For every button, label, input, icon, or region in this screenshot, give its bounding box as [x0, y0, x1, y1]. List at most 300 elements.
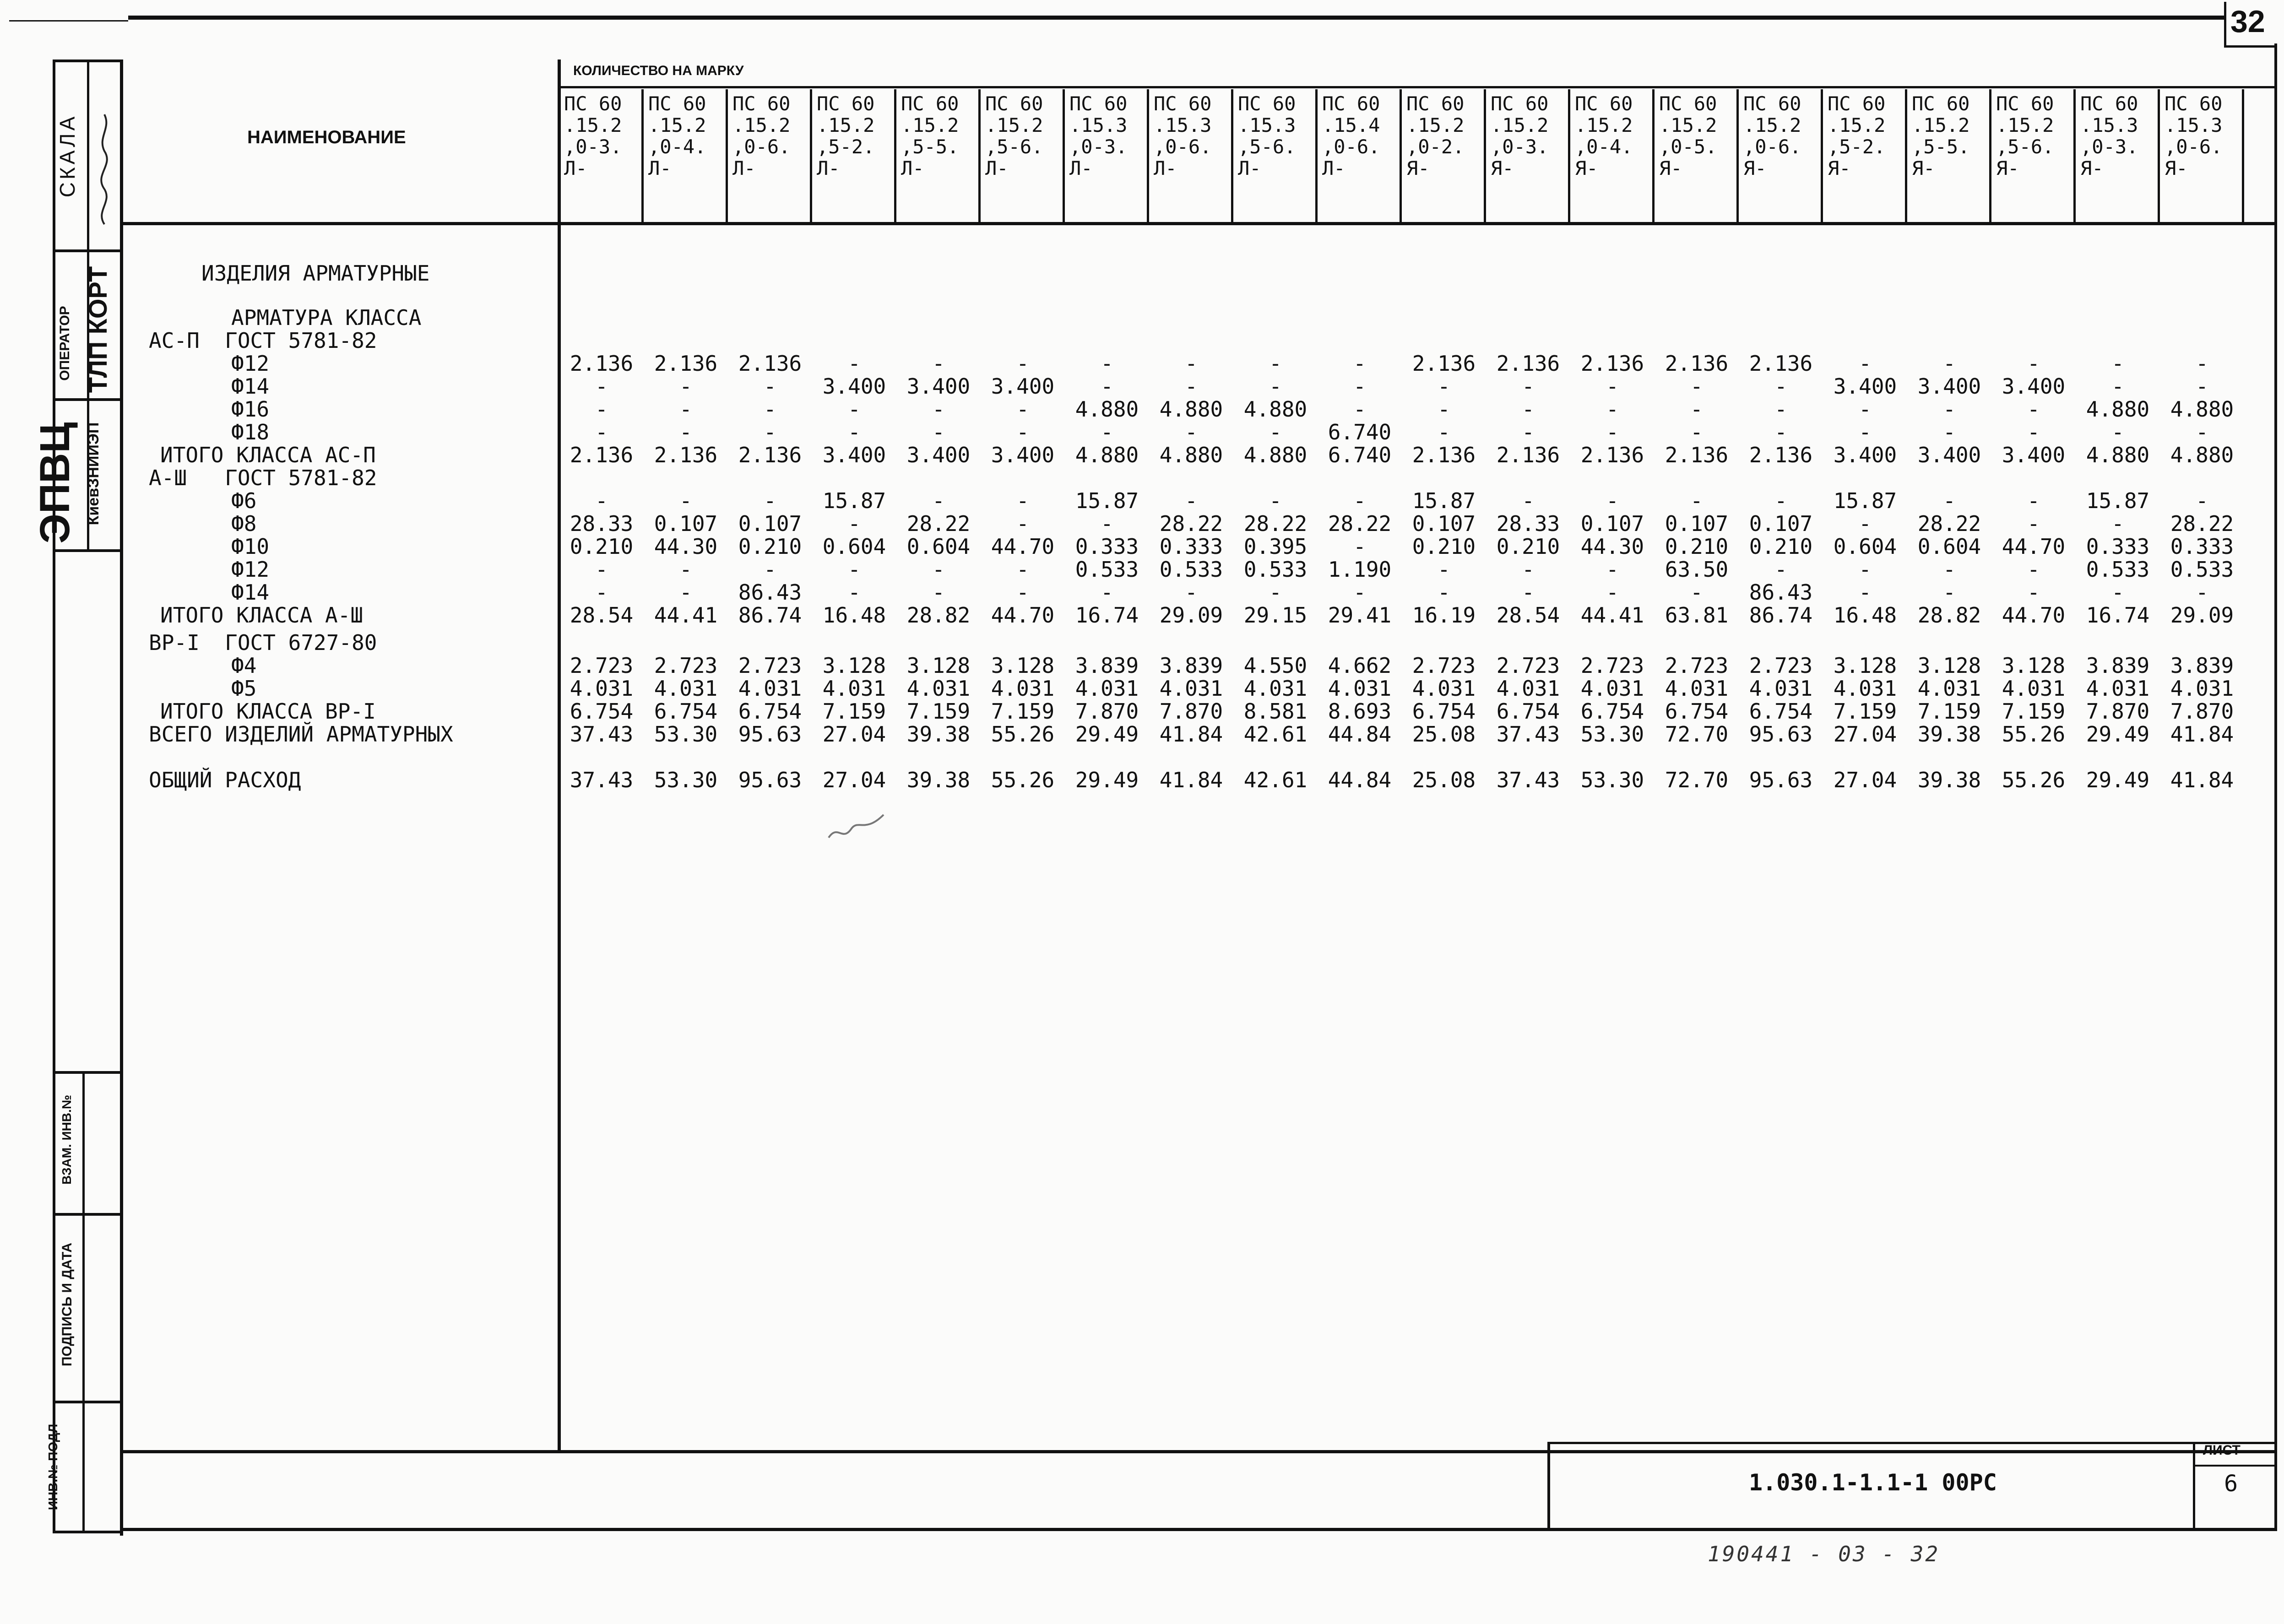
table-cell: - [1690, 374, 1703, 399]
table-cell: 2.136 [738, 351, 802, 376]
table-cell: 3.400 [1917, 374, 1981, 399]
table-cell: 3.128 [822, 653, 886, 678]
table-cell: 86.43 [1749, 580, 1813, 605]
table-cell: - [1438, 580, 1450, 605]
sheet-number: 6 [2224, 1470, 2238, 1497]
table-cell: 7.870 [1075, 699, 1139, 724]
table-cell: - [1101, 511, 1113, 536]
table-cell: 4.662 [1328, 653, 1392, 678]
column-header: ПС 60 .15.2 ,0-2. Я- [1402, 89, 1486, 222]
table-cell: 7.159 [1833, 699, 1897, 724]
column-header: ПС 60 .15.2 ,0-4. Л- [644, 89, 728, 222]
table-cell: - [1016, 557, 1029, 582]
table-cell: 53.30 [1580, 768, 1644, 792]
table-cell: 3.839 [1075, 653, 1139, 678]
table-cell: 3.400 [822, 443, 886, 467]
table-cell: 2.723 [570, 653, 634, 678]
table-cell: 2.723 [738, 653, 802, 678]
table-cell: - [1859, 557, 1872, 582]
table-cell: 4.880 [1075, 443, 1139, 467]
table-cell: - [1774, 557, 1787, 582]
page-number: 32 [2230, 4, 2265, 39]
stamp-scale-label: СКАЛА [55, 114, 79, 198]
stamp-divider-vertical-2 [82, 1071, 85, 1531]
table-cell: - [2027, 420, 2040, 444]
table-cell: 16.48 [822, 603, 886, 628]
column-header: ПС 60 .15.3 ,5-6. Л- [1233, 89, 1318, 222]
table-cell: 0.210 [570, 534, 634, 559]
table-cell: 2.723 [1580, 653, 1644, 678]
table-cell: - [932, 557, 945, 582]
table-cell: 2.136 [654, 351, 718, 376]
table-cell: 2.136 [1749, 443, 1813, 467]
table-cell: 0.107 [1580, 511, 1644, 536]
table-cell: 28.54 [1496, 603, 1560, 628]
table-cell: - [932, 397, 945, 422]
table-cell: 16.74 [1075, 603, 1139, 628]
table-cell: - [1522, 580, 1535, 605]
table-cell: - [764, 488, 776, 513]
table-cell: 41.84 [2170, 768, 2234, 792]
table-cell: 15.87 [1075, 488, 1139, 513]
column-header: ПС 60 .15.2 ,0-6. Я- [1739, 89, 1823, 222]
table-cell: 55.26 [2002, 768, 2066, 792]
table-cell: 28.22 [1243, 511, 1307, 536]
table-cell: 2.136 [654, 443, 718, 467]
table-cell: 0.107 [1749, 511, 1813, 536]
doc-code: 1.030.1-1.1-1 00РС [1749, 1469, 1997, 1496]
table-cell: 16.48 [1833, 603, 1897, 628]
table-cell: - [1943, 580, 1956, 605]
table-cell: 42.61 [1243, 768, 1307, 792]
table-cell: 4.031 [1917, 676, 1981, 701]
qty-header-rule [558, 86, 2277, 88]
table-cell: 3.839 [2170, 653, 2234, 678]
table-cell: 28.54 [570, 603, 634, 628]
table-cell: - [1522, 488, 1535, 513]
table-cell: - [1774, 488, 1787, 513]
table-cell: 2.136 [738, 443, 802, 467]
table-cell: 55.26 [991, 722, 1055, 747]
table-cell: 4.880 [1159, 443, 1223, 467]
table-cell: - [1690, 397, 1703, 422]
table-cell: - [1438, 397, 1450, 422]
table-cell: - [595, 488, 608, 513]
table-cell: - [1269, 580, 1282, 605]
table-cell: - [1690, 488, 1703, 513]
table-cell: 44.70 [2002, 534, 2066, 559]
column-header: ПС 60 .15.2 ,0-4. Я- [1570, 89, 1655, 222]
table-cell: - [1943, 557, 1956, 582]
table-cell: - [1522, 420, 1535, 444]
table-cell: - [764, 557, 776, 582]
table-cell: - [2196, 351, 2208, 376]
table-cell: - [1859, 511, 1872, 536]
table-cell: 0.604 [906, 534, 971, 559]
table-cell: 3.400 [2002, 374, 2066, 399]
table-cell: 3.128 [1917, 653, 1981, 678]
row-label: ИТОГО КЛАССА ВР-I [160, 699, 376, 724]
table-cell: 8.581 [1243, 699, 1307, 724]
table-cell: - [848, 580, 861, 605]
table-cell: - [932, 580, 945, 605]
table-cell: 2.136 [1665, 351, 1729, 376]
table-cell: 95.63 [1749, 768, 1813, 792]
stamp-org-sub: КиевЗНИИЭП [85, 422, 102, 525]
table-cell: 15.87 [1412, 488, 1476, 513]
table-cell: 4.880 [1075, 397, 1139, 422]
table-cell: 44.70 [991, 534, 1055, 559]
table-cell: 4.031 [1496, 676, 1560, 701]
table-cell: 44.30 [1580, 534, 1644, 559]
table-cell: - [848, 511, 861, 536]
table-cell: - [595, 580, 608, 605]
table-cell: - [2027, 511, 2040, 536]
row-label: Ф5 [231, 676, 257, 701]
table-cell: 7.870 [2086, 699, 2150, 724]
table-cell: 29.41 [1328, 603, 1392, 628]
column-header: ПС 60 .15.2 ,5-6. Л- [981, 89, 1065, 222]
table-cell: 6.754 [1580, 699, 1644, 724]
table-cell: 3.400 [906, 374, 971, 399]
table-cell: - [1101, 580, 1113, 605]
table-cell: - [1943, 488, 1956, 513]
table-cell: 44.70 [991, 603, 1055, 628]
table-cell: - [1774, 397, 1787, 422]
table-cell: 3.128 [991, 653, 1055, 678]
table-cell: - [764, 374, 776, 399]
table-cell: 29.49 [1075, 768, 1139, 792]
table-cell: 0.604 [822, 534, 886, 559]
table-cell: - [2111, 351, 2124, 376]
table-cell: 95.63 [738, 768, 802, 792]
table-cell: 0.107 [654, 511, 718, 536]
table-cell: 7.159 [2002, 699, 2066, 724]
table-cell: - [2196, 420, 2208, 444]
table-cell: 15.87 [1833, 488, 1897, 513]
table-cell: - [595, 420, 608, 444]
column-header: ПС 60 .15.2 ,5-5. Л- [896, 89, 981, 222]
table-cell: 39.38 [1917, 768, 1981, 792]
table-cell: 0.210 [738, 534, 802, 559]
sheet-box-mid [2193, 1465, 2277, 1467]
table-cell: 4.031 [1243, 676, 1307, 701]
table-cell: 6.754 [654, 699, 718, 724]
table-cell: 55.26 [2002, 722, 2066, 747]
table-cell: 28.22 [2170, 511, 2234, 536]
table-cell: 4.880 [2086, 443, 2150, 467]
table-cell: - [1269, 374, 1282, 399]
frame-bottom [120, 1528, 2277, 1531]
table-cell: 2.723 [654, 653, 718, 678]
column-header: ПС 60 .15.2 ,5-2. Л- [812, 89, 896, 222]
table-cell: - [2111, 374, 2124, 399]
table-cell: 4.031 [1749, 676, 1813, 701]
table-cell: - [1774, 374, 1787, 399]
table-cell: - [1353, 351, 1366, 376]
table-cell: 25.08 [1412, 722, 1476, 747]
table-cell: 4.031 [906, 676, 971, 701]
frame-right [2274, 43, 2277, 1529]
column-header: ПС 60 .15.2 ,5-6. Я- [1991, 89, 2076, 222]
table-cell: 4.031 [738, 676, 802, 701]
table-cell: - [1101, 374, 1113, 399]
table-cell: - [679, 580, 692, 605]
table-cell: 0.210 [1496, 534, 1560, 559]
sheet-label: ЛИСТ [2203, 1443, 2241, 1458]
footer-top-rule [120, 1450, 2277, 1453]
table-cell: - [1438, 374, 1450, 399]
column-header: ПС 60 .15.2 ,0-6. Л- [728, 89, 812, 222]
table-cell: - [1353, 488, 1366, 513]
table-cell: 6.754 [570, 699, 634, 724]
table-cell: 6.754 [1412, 699, 1476, 724]
table-cell: - [2027, 580, 2040, 605]
table-cell: 4.031 [2002, 676, 2066, 701]
stamp-divider-1 [53, 249, 121, 252]
table-cell: 63.50 [1665, 557, 1729, 582]
table-cell: 37.43 [570, 768, 634, 792]
table-cell: - [1016, 351, 1029, 376]
table-cell: - [1859, 580, 1872, 605]
table-cell: - [1943, 397, 1956, 422]
table-cell: - [1522, 397, 1535, 422]
row-label: Ф14 [231, 374, 270, 399]
table-cell: 3.400 [991, 374, 1055, 399]
table-cell: 6.754 [1749, 699, 1813, 724]
row-label: ВСЕГО ИЗДЕЛИЙ АРМАТУРНЫХ [149, 722, 453, 747]
column-header: ПС 60 .15.2 ,0-3. Л- [559, 89, 644, 222]
table-cell: 7.159 [822, 699, 886, 724]
table-cell: 2.723 [1749, 653, 1813, 678]
column-header: ПС 60 .15.3 ,0-6. Я- [2160, 89, 2244, 222]
table-cell: 7.159 [1917, 699, 1981, 724]
table-cell: 6.754 [1496, 699, 1560, 724]
table-cell: - [679, 420, 692, 444]
table-cell: 44.70 [2002, 603, 2066, 628]
table-cell: - [2111, 420, 2124, 444]
table-cell: 39.38 [906, 722, 971, 747]
table-cell: 7.870 [1159, 699, 1223, 724]
table-cell: 53.30 [1580, 722, 1644, 747]
table-cell: 3.400 [1833, 443, 1897, 467]
table-cell: 0.333 [2086, 534, 2150, 559]
table-cell: - [1269, 488, 1282, 513]
table-cell: - [1185, 580, 1198, 605]
table-cell: 28.22 [906, 511, 971, 536]
table-cell: 0.210 [1749, 534, 1813, 559]
scale-signature [91, 110, 118, 229]
row-label: ВР-I ГОСТ 6727-80 [149, 630, 377, 655]
table-cell: 28.82 [906, 603, 971, 628]
table-cell: - [2111, 511, 2124, 536]
table-cell: 4.880 [1243, 443, 1307, 467]
table-cell: 3.128 [906, 653, 971, 678]
sheet-box-left [2193, 1442, 2195, 1529]
table-cell: - [932, 488, 945, 513]
row-label: ИТОГО КЛАССА А-Ш [160, 603, 363, 628]
row-label: Ф18 [231, 420, 270, 444]
table-cell: 0.533 [1243, 557, 1307, 582]
table-cell: - [1185, 374, 1198, 399]
table-cell: 4.031 [1833, 676, 1897, 701]
top-rule-left [9, 20, 128, 22]
table-cell: 0.395 [1243, 534, 1307, 559]
table-cell: - [2027, 488, 2040, 513]
row-label: Ф8 [231, 511, 257, 536]
table-cell: - [1606, 397, 1619, 422]
table-cell: 3.839 [1159, 653, 1223, 678]
row-label: АС-П ГОСТ 5781-82 [149, 328, 377, 353]
table-cell: 37.43 [1496, 722, 1560, 747]
table-cell: 3.400 [991, 443, 1055, 467]
table-cell: 29.49 [1075, 722, 1139, 747]
table-cell: - [595, 557, 608, 582]
table-cell: 2.136 [1665, 443, 1729, 467]
column-header: ПС 60 .15.2 ,5-2. Я- [1823, 89, 1907, 222]
table-cell: 86.74 [738, 603, 802, 628]
table-cell: - [1016, 511, 1029, 536]
table-cell: - [1185, 351, 1198, 376]
table-cell: - [1522, 374, 1535, 399]
table-cell: 0.333 [1159, 534, 1223, 559]
row-label: Ф12 [231, 351, 270, 376]
table-cell: 44.30 [654, 534, 718, 559]
table-cell: - [1353, 397, 1366, 422]
table-cell: - [848, 557, 861, 582]
table-cell: - [1016, 420, 1029, 444]
table-cell: 4.031 [1075, 676, 1139, 701]
table-cell: - [595, 374, 608, 399]
table-cell: 28.82 [1917, 603, 1981, 628]
table-cell: 4.031 [2086, 676, 2150, 701]
table-cell: - [848, 397, 861, 422]
table-cell: 6.754 [1665, 699, 1729, 724]
column-header: ПС 60 .15.2 ,5-5. Я- [1907, 89, 1991, 222]
table-cell: 0.107 [1665, 511, 1729, 536]
row-label: Ф12 [231, 557, 270, 582]
table-cell: - [1101, 351, 1113, 376]
table-cell: 37.43 [1496, 768, 1560, 792]
table-cell: 28.22 [1328, 511, 1392, 536]
table-cell: 7.159 [906, 699, 971, 724]
table-cell: 0.210 [1665, 534, 1729, 559]
table-cell: 72.70 [1665, 768, 1729, 792]
table-cell: 2.723 [1665, 653, 1729, 678]
table-cell: - [1606, 557, 1619, 582]
table-cell: - [1606, 420, 1619, 444]
footer-block-top [1547, 1442, 2277, 1444]
table-cell: - [2111, 580, 2124, 605]
table-cell: 41.84 [2170, 722, 2234, 747]
table-cell: 95.63 [738, 722, 802, 747]
table-cell: 4.031 [991, 676, 1055, 701]
table-cell: 0.333 [1075, 534, 1139, 559]
table-cell: 0.333 [2170, 534, 2234, 559]
table-cell: - [1859, 351, 1872, 376]
table-cell: 2.136 [1580, 351, 1644, 376]
table-cell: 7.870 [2170, 699, 2234, 724]
table-cell: 4.880 [2170, 443, 2234, 467]
name-column-rule [558, 60, 561, 1451]
table-cell: - [932, 351, 945, 376]
table-cell: 4.880 [1243, 397, 1307, 422]
table-cell: 15.87 [2086, 488, 2150, 513]
table-cell: 29.09 [2170, 603, 2234, 628]
table-cell: 27.04 [822, 768, 886, 792]
table-cell: - [1016, 397, 1029, 422]
table-cell: 29.49 [2086, 722, 2150, 747]
bottom-note: 190441 - 03 - 32 [1708, 1542, 1940, 1566]
table-cell: - [2027, 557, 2040, 582]
table-cell: 1.190 [1328, 557, 1392, 582]
table-cell: 39.38 [906, 768, 971, 792]
table-cell: 2.136 [1412, 443, 1476, 467]
column-header: ПС 60 .15.4 ,0-6. Л- [1318, 89, 1402, 222]
table-cell: - [2196, 374, 2208, 399]
table-cell: 42.61 [1243, 722, 1307, 747]
table-cell: 3.400 [822, 374, 886, 399]
handwritten-annotation [824, 806, 888, 849]
row-label: А-Ш ГОСТ 5781-82 [149, 466, 377, 490]
stamp-inv-label: ИНВ.№ ПОДЛ [46, 1424, 60, 1510]
table-cell: 2.136 [1412, 351, 1476, 376]
table-cell: 0.604 [1917, 534, 1981, 559]
table-cell: 44.84 [1328, 768, 1392, 792]
table-cell: 16.74 [2086, 603, 2150, 628]
row-label: Ф6 [231, 488, 257, 513]
column-header: ПС 60 .15.3 ,0-3. Я- [2076, 89, 2160, 222]
row-label: ИТОГО КЛАССА АС-П [160, 443, 376, 467]
row-label: Ф16 [231, 397, 270, 422]
table-cell: 29.09 [1159, 603, 1223, 628]
table-cell: 0.107 [1412, 511, 1476, 536]
row-label: АРМАТУРА КЛАССА [231, 305, 422, 330]
table-cell: 3.400 [2002, 443, 2066, 467]
table-cell: 2.136 [570, 351, 634, 376]
table-cell: - [1606, 580, 1619, 605]
table-cell: - [1438, 557, 1450, 582]
table-cell: 2.723 [1496, 653, 1560, 678]
table-cell: 16.19 [1412, 603, 1476, 628]
table-cell: 3.128 [1833, 653, 1897, 678]
stamp-vzam-label: ВЗАМ. ИНВ.№ [60, 1094, 74, 1185]
table-cell: 0.533 [2086, 557, 2150, 582]
table-cell: - [764, 420, 776, 444]
table-cell: - [1690, 420, 1703, 444]
table-cell: 41.84 [1159, 722, 1223, 747]
row-label: ОБЩИЙ РАСХОД [149, 768, 301, 792]
table-cell: 6.740 [1328, 443, 1392, 467]
table-cell: 55.26 [991, 768, 1055, 792]
table-cell: - [1353, 580, 1366, 605]
column-header: ПС 60 .15.2 ,0-5. Я- [1655, 89, 1739, 222]
table-cell: - [1353, 374, 1366, 399]
table-cell: 0.533 [2170, 557, 2234, 582]
stamp-operator-name: ТЛП КОРТ [83, 266, 112, 393]
table-cell: - [2196, 488, 2208, 513]
table-cell: - [1943, 351, 1956, 376]
table-cell: 0.604 [1833, 534, 1897, 559]
table-cell: 2.136 [1580, 443, 1644, 467]
table-cell: 3.839 [2086, 653, 2150, 678]
table-cell: 4.031 [2170, 676, 2234, 701]
name-header: НАИМЕНОВАНИЕ [247, 127, 406, 147]
table-cell: 29.15 [1243, 603, 1307, 628]
table-cell: 44.41 [1580, 603, 1644, 628]
stamp-sign-label: ПОДПИСЬ И ДАТА [60, 1242, 75, 1367]
table-cell: 3.400 [906, 443, 971, 467]
